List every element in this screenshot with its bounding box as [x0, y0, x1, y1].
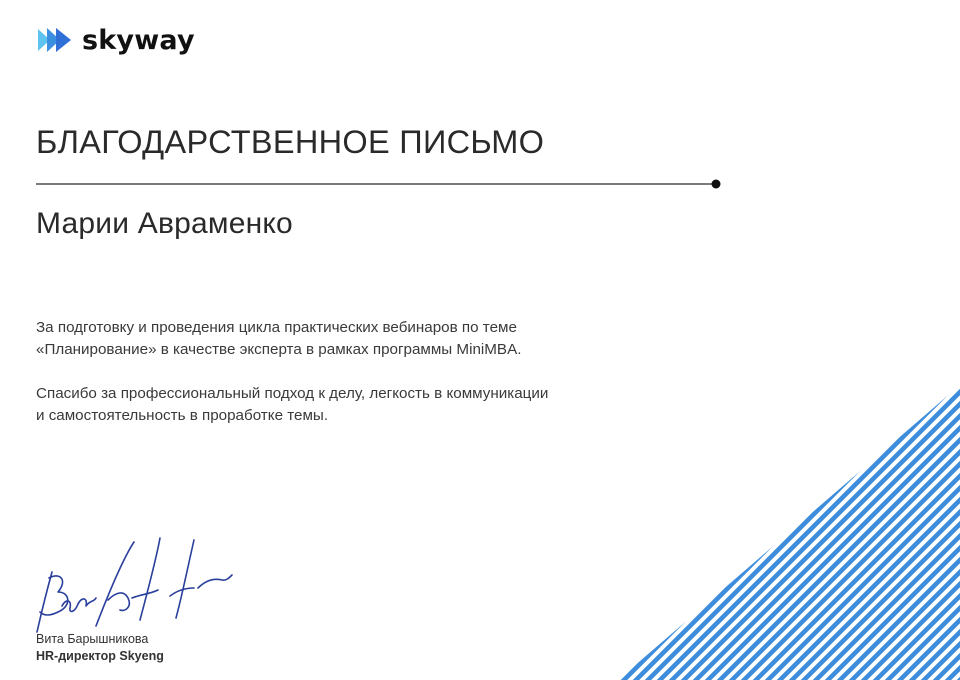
logo-text: skyway [82, 24, 195, 56]
signer-name: Вита Барышникова [36, 632, 149, 646]
signer-block [36, 631, 164, 665]
signer-role: HR-директор Skyeng [36, 649, 164, 663]
paragraph-1-line-2: «Планирование» в качестве эксперта в рамках программы MiniMBA. [36, 341, 522, 358]
paragraph-1-line-1: За подготовку и проведения цикла практических вебинаров по теме [36, 319, 517, 336]
paragraph-2-line-1: Спасибо за профессиональный подход к делу, легкость в коммуникации [36, 385, 549, 402]
recipient-name: Марии Авраменко [36, 207, 293, 240]
paragraph-2-line-2: и самостоятельность в проработке темы. [36, 407, 329, 424]
letter-title: БЛАГОДАРСТВЕННОЕ ПИСЬМО [36, 124, 545, 160]
